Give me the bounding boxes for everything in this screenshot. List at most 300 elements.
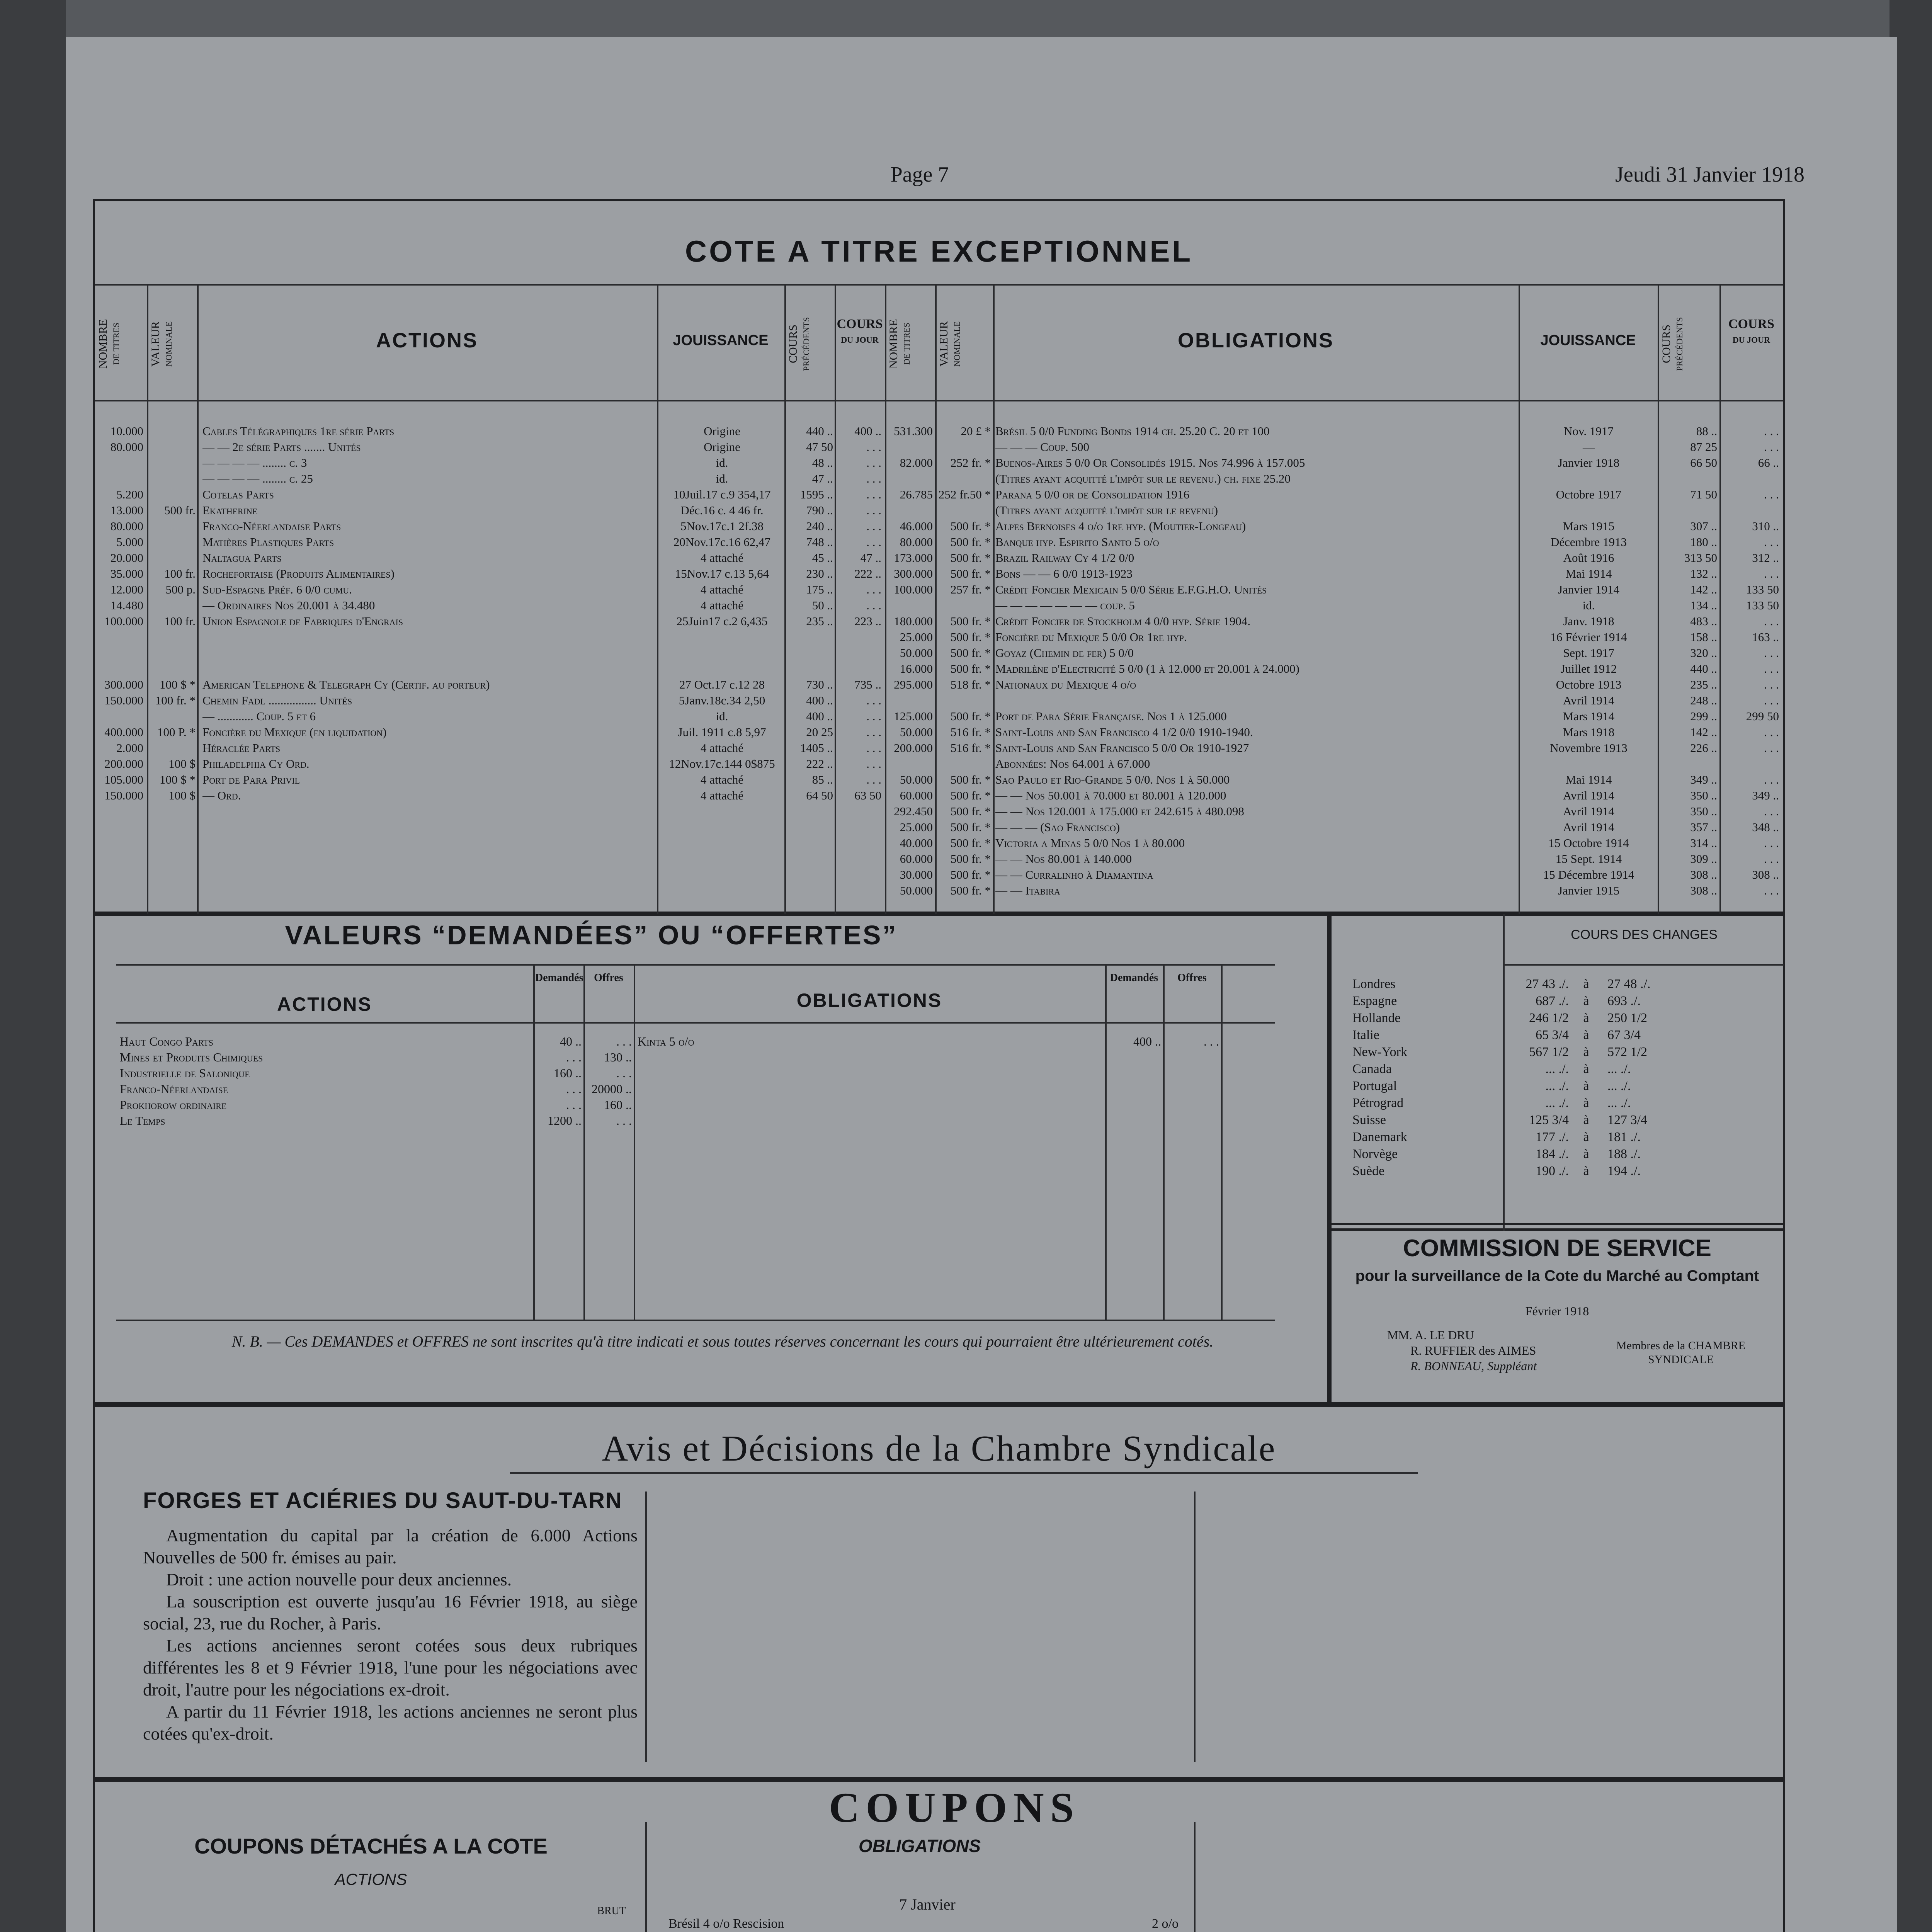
cell-cours-jour: . . . [1764, 567, 1779, 580]
demandees-actions-header: ACTIONS [277, 993, 372, 1015]
table-row [886, 502, 1783, 518]
demandees-header-obl: Demandés [1110, 972, 1158, 984]
change-high: 194 ./. [1607, 1164, 1641, 1178]
cell-valeur: 20 £ * [961, 424, 991, 438]
table-row [886, 677, 1783, 692]
cell-cours-prec: 132 .. [1690, 567, 1717, 580]
table-row [886, 439, 1783, 455]
table-row [95, 756, 885, 772]
item-offre: . . . [616, 1114, 632, 1128]
cell-nombre: 82.000 [900, 456, 933, 469]
cell-valeur: 500 fr. * [950, 535, 991, 549]
cell-nombre: 12.000 [110, 583, 143, 596]
cell-nombre: 25.000 [900, 630, 933, 644]
cell-obligation: Port de Para Série Française. Nos 1 à 125.000 [995, 709, 1227, 723]
cell-valeur: 500 fr. * [950, 820, 991, 834]
item-offre: . . . [616, 1034, 632, 1048]
cell-jouissance: id. [716, 472, 728, 485]
cell-cours-jour: 310 .. [1752, 519, 1779, 533]
cell-jouissance: 4 attaché [700, 583, 743, 596]
header-bottom-rule [95, 400, 1783, 401]
cell-action: Franco-Néerlandaise Parts [202, 519, 341, 533]
table-row [95, 486, 885, 502]
cell-valeur: 500 p. [165, 583, 196, 596]
item-demande: . . . [566, 1082, 582, 1096]
cell-nombre: 80.000 [900, 535, 933, 549]
cell-obligation: Foncière du Mexique 5 0/0 Or 1re hyp. [995, 630, 1187, 644]
item-offre: 20000 .. [592, 1082, 632, 1096]
list-item [120, 1081, 634, 1097]
cell-action: — Ordinaires Nos 20.001 à 34.480 [202, 599, 375, 612]
table-row [886, 851, 1783, 867]
table-row [886, 724, 1783, 740]
coupons-left-title: COUPONS DÉTACHÉS A LA COTE [194, 1834, 548, 1858]
cell-obligation: Sao Paulo et Rio-Grande 5 0/0. Nos 1 à 50.000 [995, 773, 1230, 786]
cell-obligation: Saint-Louis and San Francisco 5 0/0 Or 1910-1927 [995, 741, 1249, 755]
actions-table [95, 423, 885, 803]
cell-valeur: 252 fr.50 * [938, 488, 991, 501]
coupon-date [112, 1930, 638, 1932]
cell-cours-prec: 790 .. [806, 503, 833, 517]
cell-jouissance: Août 1916 [1563, 551, 1614, 565]
commission-member: R. BONNEAU, Suppléant [1410, 1359, 1537, 1373]
cell-cours-prec: 45 .. [812, 551, 833, 565]
cell-obligation: Parana 5 0/0 or de Consolidation 1916 [995, 488, 1190, 501]
table-row [886, 661, 1783, 677]
cell-nombre: 100.000 [894, 583, 933, 596]
cell-obligation: Bons — — 6 0/0 1913-1923 [995, 567, 1133, 580]
avis-paragraph: La souscription est ouverte jusqu'au 16 Février 1918, au siège social, 23, rue du Rocher, à Paris. [143, 1592, 638, 1633]
cell-nombre: 180.000 [894, 614, 933, 628]
coupons-obligations-sub: OBLIGATIONS [858, 1836, 981, 1856]
cell-nombre: 5.000 [116, 535, 143, 549]
cell-obligation: — — — — — — — coup. 5 [995, 599, 1135, 612]
cell-cours-jour: 47 .. [860, 551, 881, 565]
header-cours-jour: COURS DU JOUR [837, 317, 883, 345]
list-item [120, 1065, 634, 1081]
changes-title: COURS DES CHANGES [1571, 927, 1718, 942]
cell-action: Matières Plastiques Parts [202, 535, 334, 549]
cell-jouissance: Janvier 1915 [1558, 884, 1620, 897]
change-country: Norvège [1352, 1147, 1398, 1161]
cell-nombre: 26.785 [900, 488, 933, 501]
table-row [886, 819, 1783, 835]
changes-table [1352, 976, 1777, 1180]
commission-role: Membres de la CHAMBRE SYNDICALE [1616, 1339, 1746, 1366]
demandees-obligations-header: OBLIGATIONS [796, 990, 942, 1011]
cell-valeur: 500 fr. * [950, 630, 991, 644]
change-low: ... ./. [1545, 1096, 1569, 1110]
table-row [886, 423, 1783, 439]
cell-cours-jour: . . . [1764, 725, 1779, 739]
item-name: Haut Congo Parts [120, 1034, 213, 1048]
change-country: New-York [1352, 1045, 1407, 1059]
change-sep: à [1583, 1113, 1589, 1127]
header-cours-precedents-obl: COURS PRÉCÉDENTS [1660, 317, 1684, 371]
cell-valeur: 516 fr. * [950, 725, 991, 739]
table-row [886, 455, 1783, 471]
cell-cours-prec: 309 .. [1690, 852, 1717, 866]
cell-action: Naltagua Parts [202, 551, 282, 565]
item-demande: . . . [566, 1098, 582, 1112]
change-row [1352, 976, 1777, 993]
cell-valeur: 500 fr. * [950, 662, 991, 675]
cell-cours-jour: . . . [1764, 836, 1779, 850]
cell-cours-prec: 175 .. [806, 583, 833, 596]
table-row [886, 566, 1783, 582]
offres-header: Offres [594, 972, 623, 984]
table-row [886, 582, 1783, 597]
cell-jouissance: Octobre 1917 [1556, 488, 1622, 501]
cell-valeur: 500 fr. * [950, 868, 991, 881]
table-row [95, 629, 885, 645]
table-row [95, 613, 885, 629]
header-nombre: NOMBRE DE TITRES [97, 319, 121, 369]
change-high: ... ./. [1607, 1079, 1631, 1093]
commission-members [1387, 1327, 1604, 1374]
cell-jouissance: 5Janv.18c.34 2,50 [679, 694, 765, 707]
cell-nombre: 10.000 [110, 424, 143, 438]
change-country: Suisse [1352, 1113, 1386, 1127]
table-row [886, 645, 1783, 661]
cell-valeur: 518 fr. * [950, 678, 991, 691]
item-demande: 40 .. [560, 1034, 582, 1048]
cell-valeur: 100 P. * [157, 725, 196, 739]
cell-obligation: — — Nos 50.001 à 70.000 et 80.001 à 120.000 [995, 789, 1226, 802]
header-jouissance: JOUISSANCE [673, 332, 769, 349]
cell-cours-jour: . . . [1764, 773, 1779, 786]
avis-paragraph: A partir du 11 Février 1918, les actions anciennes ne seront plus cotées qu'ex-droit. [143, 1702, 638, 1743]
table-row [886, 708, 1783, 724]
change-sep: à [1583, 1164, 1589, 1178]
cell-valeur: 100 fr. * [155, 694, 196, 707]
change-high: ... ./. [1607, 1096, 1631, 1110]
change-country: Portugal [1352, 1079, 1397, 1093]
cell-cours-jour: . . . [866, 757, 881, 770]
cell-cours-jour: 349 .. [1752, 789, 1779, 802]
cell-cours-jour: . . . [866, 472, 881, 485]
cell-nombre: 2.000 [116, 741, 143, 755]
cell-nombre: 60.000 [900, 789, 933, 802]
cell-cours-prec: 47 50 [806, 440, 833, 454]
change-sep: à [1583, 1130, 1589, 1144]
cell-cours-jour: 133 50 [1746, 583, 1779, 596]
cell-obligation: Victoria a Minas 5 0/0 Nos 1 à 80.000 [995, 836, 1185, 850]
cell-valeur: 500 fr. * [950, 567, 991, 580]
table-row [95, 423, 885, 439]
table-row [95, 566, 885, 582]
cell-obligation: — — — (Sao Francisco) [995, 820, 1120, 834]
header-cours-precedents: COURS PRÉCÉDENTS [787, 317, 811, 371]
cell-nombre: 20.000 [110, 551, 143, 565]
header-nombre-obl: NOMBRE DE TITRES [887, 319, 912, 369]
cell-nombre: 46.000 [900, 519, 933, 533]
change-sep: à [1583, 1062, 1589, 1076]
cell-cours-prec: 349 .. [1690, 773, 1717, 786]
cell-jouissance: 20Nov.17c.16 62,47 [673, 535, 771, 549]
change-low: ... ./. [1545, 1062, 1569, 1076]
change-high: 27 48 ./. [1607, 977, 1651, 991]
change-country: Hollande [1352, 1011, 1401, 1025]
table-row [95, 439, 885, 455]
commission-member: R. RUFFIER des AIMES [1410, 1344, 1536, 1357]
cell-cours-jour: . . . [866, 709, 881, 723]
cell-cours-jour: 163 .. [1752, 630, 1779, 644]
cell-jouissance: 15 Octobre 1914 [1548, 836, 1629, 850]
table-row [886, 597, 1783, 613]
change-high: 127 3/4 [1607, 1113, 1647, 1127]
cell-cours-prec: 350 .. [1690, 804, 1717, 818]
cell-valeur: 500 fr. * [950, 519, 991, 533]
cell-cours-jour: . . . [866, 773, 881, 786]
cell-cours-prec: 20 25 [806, 725, 833, 739]
table-row [95, 518, 885, 534]
demandees-note: N. B. — Ces DEMANDES et OFFRES ne sont inscrites qu'à titre indicati et sous toutes réserves concernant les cours qui pourraient être ultérieurement cotés. [231, 1333, 1214, 1350]
cell-cours-prec: 50 .. [812, 599, 833, 612]
change-high: 188 ./. [1607, 1147, 1641, 1161]
cell-valeur: 500 fr. * [950, 614, 991, 628]
cell-cours-prec: 47 .. [812, 472, 833, 485]
table-row [886, 756, 1783, 772]
table-row [95, 550, 885, 566]
cell-jouissance: 10Juil.17 c.9 354,17 [673, 488, 771, 501]
rule [510, 1472, 1418, 1474]
change-high: 181 ./. [1607, 1130, 1641, 1144]
change-low: 65 3/4 [1536, 1028, 1569, 1042]
table-row [886, 629, 1783, 645]
header-valeur-obl: VALEUR NOMINALE [937, 321, 962, 367]
change-low: 125 3/4 [1529, 1113, 1569, 1127]
item-name: Mines et Produits Chimiques [120, 1050, 263, 1064]
cell-cours-prec: 235 .. [806, 614, 833, 628]
col-divider [1163, 964, 1165, 1320]
cell-cours-prec: 307 .. [1690, 519, 1717, 533]
change-sep: à [1583, 977, 1589, 991]
avis-title: Avis et Décisions de la Chambre Syndicale [602, 1429, 1276, 1469]
cell-cours-prec: 308 .. [1690, 884, 1717, 897]
cell-jouissance: Mars 1915 [1563, 519, 1615, 533]
col-divider [583, 964, 585, 1320]
item-demande: 1200 .. [548, 1114, 582, 1128]
cell-nombre: 60.000 [900, 852, 933, 866]
cell-jouissance: 16 Février 1914 [1550, 630, 1627, 644]
cell-action: Union Espagnole de Fabriques d'Engrais [202, 614, 403, 628]
cell-valeur: 500 fr. * [950, 773, 991, 786]
cell-nombre: 150.000 [104, 694, 143, 707]
cell-valeur: 500 fr. * [950, 852, 991, 866]
cell-cours-jour: 299 50 [1746, 709, 1779, 723]
cell-cours-prec: 87 25 [1690, 440, 1717, 454]
cell-nombre: 295.000 [894, 678, 933, 691]
cell-jouissance: Mai 1914 [1565, 567, 1612, 580]
cell-cours-jour: 223 .. [854, 614, 881, 628]
commission-subtitle: pour la surveillance de la Cote du Marché au Comptant [1355, 1267, 1759, 1284]
col-divider [1221, 964, 1223, 1320]
offres-header-obl: Offres [1177, 972, 1207, 984]
cell-jouissance: Sept. 1917 [1563, 646, 1614, 660]
cell-nombre: 50.000 [900, 884, 933, 897]
cell-cours-jour: . . . [1764, 694, 1779, 707]
coupons-right-list [668, 1880, 1186, 1932]
cell-cours-prec: 222 .. [806, 757, 833, 770]
cell-jouissance: Avril 1914 [1563, 789, 1614, 802]
change-row [1352, 1010, 1777, 1027]
cell-cours-prec: 483 .. [1690, 614, 1717, 628]
table-row [886, 835, 1783, 851]
coupons-left-list [112, 1915, 638, 1932]
cell-cours-jour: . . . [1764, 662, 1779, 675]
cell-nombre: 14.480 [110, 599, 143, 612]
cell-cours-jour: 66 .. [1758, 456, 1779, 469]
cell-cours-prec: 400 .. [806, 694, 833, 707]
cell-nombre: 80.000 [110, 519, 143, 533]
header-cours-jour-obl: COURS DU JOUR [1728, 317, 1775, 345]
cell-cours-jour: 133 50 [1746, 599, 1779, 612]
header-obligations: OBLIGATIONS [1178, 329, 1334, 352]
cell-valeur: 500 fr. [164, 503, 196, 517]
cell-cours-prec: 440 .. [806, 424, 833, 438]
cell-cours-jour: 312 .. [1752, 551, 1779, 565]
cell-nombre: 200.000 [894, 741, 933, 755]
rule [116, 964, 1275, 966]
cell-cours-jour: 735 .. [854, 678, 881, 691]
cell-valeur: 100 $ [168, 789, 196, 802]
cell-nombre: 200.000 [104, 757, 143, 770]
table-row [886, 518, 1783, 534]
cell-action: Port de Para Privil [202, 773, 300, 786]
table-row [886, 534, 1783, 550]
item-demande: 160 .. [554, 1066, 582, 1080]
change-country: Espagne [1352, 994, 1397, 1008]
cell-action: — — 2e série Parts ....... Unités [202, 440, 361, 454]
coupons-title: COUPONS [829, 1784, 1080, 1831]
coupon-date: 7 Janvier [899, 1896, 956, 1913]
commission-date: Février 1918 [1525, 1304, 1589, 1318]
list-item [120, 1097, 634, 1113]
cell-cours-jour: . . . [1764, 646, 1779, 660]
cell-cours-jour: 63 50 [854, 789, 881, 802]
cell-obligation: Abonnées: Nos 64.001 à 67.000 [995, 757, 1150, 770]
header-jouissance-obl: JOUISSANCE [1540, 332, 1636, 349]
cell-jouissance: Janvier 1914 [1558, 583, 1620, 596]
cell-jouissance: Avril 1914 [1563, 694, 1614, 707]
table-row [95, 661, 885, 677]
table-row [886, 740, 1783, 756]
col-divider [1105, 964, 1107, 1320]
cell-nombre: 105.000 [104, 773, 143, 786]
cell-nombre: 100.000 [104, 614, 143, 628]
cell-valeur: 100 $ * [160, 773, 196, 786]
demandees-header: Demandés [535, 972, 583, 984]
cell-jouissance: Origine [704, 424, 740, 438]
change-row [1352, 993, 1777, 1010]
table-row [95, 708, 885, 724]
cell-jouissance: Avril 1914 [1563, 820, 1614, 834]
cell-cours-prec: 142 .. [1690, 583, 1717, 596]
cell-action: Foncière du Mexique (en liquidation) [202, 725, 387, 739]
cell-action: — — — — ........ c. 3 [202, 456, 307, 469]
cell-action: — — — — ........ c. 25 [202, 472, 313, 485]
table-row [886, 486, 1783, 502]
cell-jouissance: id. [716, 456, 728, 469]
list-item [638, 1034, 1275, 1049]
cell-cours-jour: 348 .. [1752, 820, 1779, 834]
table-row [95, 724, 885, 740]
cell-cours-prec: 230 .. [806, 567, 833, 580]
cell-cours-jour: . . . [866, 488, 881, 501]
cell-cours-prec: 299 .. [1690, 709, 1717, 723]
cell-cours-prec: 142 .. [1690, 725, 1717, 739]
cell-jouissance: 4 attaché [700, 773, 743, 786]
table-row [95, 597, 885, 613]
table-row [95, 455, 885, 471]
demandees-title: VALEURS “DEMANDÉES” OU “OFFERTES” [285, 920, 898, 950]
cell-jouissance: Mars 1918 [1563, 725, 1615, 739]
cell-cours-jour: 308 .. [1752, 868, 1779, 881]
header-top-rule [95, 284, 1783, 286]
avis-paragraph: Augmentation du capital par la création de 6.000 Actions Nouvelles de 500 fr. émises au pair. [143, 1526, 638, 1567]
rule [1503, 964, 1784, 966]
cell-jouissance: Janvier 1918 [1558, 456, 1620, 469]
coupons-actions-sub: ACTIONS [335, 1870, 407, 1888]
cell-action: Cotelas Parts [202, 488, 274, 501]
cell-jouissance: Origine [704, 440, 740, 454]
cell-nombre: 30.000 [900, 868, 933, 881]
change-country: Canada [1352, 1062, 1392, 1076]
cell-valeur: 500 fr. * [950, 836, 991, 850]
table-row [95, 502, 885, 518]
cell-valeur: 516 fr. * [950, 741, 991, 755]
cell-cours-prec: 313 50 [1684, 551, 1717, 565]
cell-valeur: 500 fr. * [950, 884, 991, 897]
item-offre: 160 .. [604, 1098, 632, 1112]
item-name: Industrielle de Salonique [120, 1066, 250, 1080]
cell-cours-jour: . . . [1764, 440, 1779, 454]
rule [116, 1022, 1275, 1024]
cell-nombre: 35.000 [110, 567, 143, 580]
cell-valeur: 100 $ [168, 757, 196, 770]
cell-nombre: 292.450 [894, 804, 933, 818]
commission-title: COMMISSION DE SERVICE [1403, 1235, 1712, 1262]
cell-cours-prec: 400 .. [806, 709, 833, 723]
change-low: 567 1/2 [1529, 1045, 1569, 1059]
cell-nombre: 400.000 [104, 725, 143, 739]
cell-cours-jour: 222 .. [854, 567, 881, 580]
table-row [95, 787, 885, 803]
change-high: 572 1/2 [1607, 1045, 1647, 1059]
cell-jouissance: id. [1582, 599, 1595, 612]
cell-cours-jour: . . . [1764, 678, 1779, 691]
change-country: Italie [1352, 1028, 1379, 1042]
cell-jouissance: Novembre 1913 [1550, 741, 1628, 755]
cell-jouissance: Déc.16 c. 4 46 fr. [680, 503, 764, 517]
change-low: 246 1/2 [1529, 1011, 1569, 1025]
change-low: 190 ./. [1536, 1164, 1569, 1178]
avis-body [143, 1524, 638, 1745]
cell-cours-jour: . . . [866, 456, 881, 469]
item-offre: 130 .. [604, 1050, 632, 1064]
cell-jouissance: 15 Sept. 1914 [1555, 852, 1622, 866]
cell-obligation: Banque hyp. Espirito Santo 5 o/o [995, 535, 1159, 549]
table-row [886, 803, 1783, 819]
table-row [95, 534, 885, 550]
cell-jouissance: Décembre 1913 [1550, 535, 1627, 549]
cell-nombre: 5.200 [116, 488, 143, 501]
cell-cours-jour: 400 .. [854, 424, 881, 438]
list-item [120, 1113, 634, 1129]
cell-cours-jour: . . . [866, 741, 881, 755]
cell-obligation: Brésil 5 0/0 Funding Bonds 1914 ch. 25.20 C. 20 et 100 [995, 424, 1270, 438]
